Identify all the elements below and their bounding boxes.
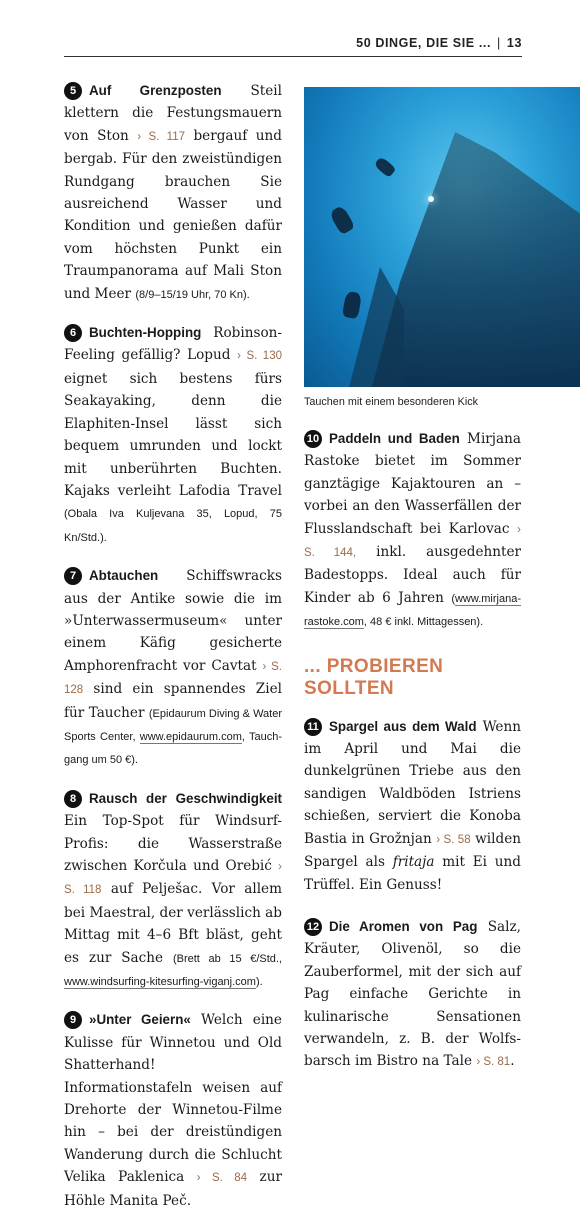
page-reference-link[interactable]: › S. 58 <box>436 833 471 846</box>
entry-title: Abtauchen <box>89 568 159 584</box>
entry-text: auf Pelješac. Vor allem bei Maestral, der verlässlich ab Mittag mit 4–6 Bft bläst, geht es zur Sache <box>64 881 282 966</box>
entry-text: Salz, Kräuter, Olivenöl, so die Zauberformel, mit der sich auf Pag einfache Gerichte in kulinarische Sensationen verwandeln, z. B. der Wolfsbarsch im Bistro na Tale <box>304 918 521 1070</box>
left-column <box>64 80 282 1228</box>
entry-text: Ein Top-Spot für Windsurf-Profis: die Wasserstraße zwischen Korčula und Orebić <box>64 813 282 874</box>
entry-title: Auf Grenzposten <box>89 83 222 98</box>
entry-info: (Brett ab 15 €/Std., <box>172 952 282 965</box>
entry-text: Wenn im April und Mai die dunkelgrünen Triebe aus den sandigen Waldböden Istriens schießen, serviert die Konoba Bastia in Grožnjan <box>304 718 521 847</box>
diving-photo <box>304 87 580 387</box>
entry-text: Welch eine Kulisse für Winnetou und Old Shatterhand! Informationstafeln weisen auf Drehorte der Winnetou-Filme hin – bei der dreistündigen Wanderung durch die Schlucht Velika Paklenica <box>64 1012 282 1186</box>
entry-title: Paddeln und Baden <box>329 431 460 446</box>
page-reference-link[interactable]: › S. 130 <box>237 350 282 363</box>
entry-info: (Epidaurum Diving & Water Sports Center, <box>64 707 283 743</box>
entry-5 <box>64 80 282 306</box>
entry-text: Robinson-Feeling gefällig? Lopud <box>64 325 282 364</box>
entry-6 <box>64 322 282 549</box>
dive-light <box>428 196 434 202</box>
emphasis-word: fritaja <box>392 854 435 871</box>
number-badge: 5 <box>64 82 82 100</box>
entry-12 <box>304 916 521 1074</box>
number-badge: 10 <box>304 430 322 448</box>
entry-8 <box>64 788 282 994</box>
entry-info: , Tauchgang um 50 €). <box>64 730 282 767</box>
page-reference-link[interactable]: › S. 118 <box>64 861 282 897</box>
diver-figure <box>342 291 362 319</box>
photo-caption: Tauchen mit einem besonderen Kick <box>304 396 479 408</box>
entry-title: Die Aromen von Pag <box>329 918 478 934</box>
website-link[interactable]: www.epidaurum.com <box>139 730 242 743</box>
page-number: 13 <box>506 36 522 50</box>
entry-title: Spargel aus dem Wald <box>329 718 477 734</box>
entry-info: ( <box>451 592 455 605</box>
entry-text: sind ein spannendes Ziel für Taucher <box>64 681 282 721</box>
page-reference-link[interactable]: › S. 84 <box>196 1172 248 1185</box>
number-badge: 6 <box>64 324 82 342</box>
page-reference-link[interactable]: › S. 117 <box>137 130 185 143</box>
wreck-shadow <box>344 267 404 387</box>
entry-text: bergauf und bergab. Für den zweistündigen Rundgang brauchen Sie ausreichend Wasser und Kondition und genießen dafür vom höchsten Punkt ein Traumpanorama auf Mali Ston und Meer <box>64 127 282 302</box>
entry-text: inkl. ausgedehnter Badestopps. Ideal auch für Kinder ab 6 Jahren <box>304 544 522 606</box>
page-reference-link[interactable]: › S. 144, <box>304 523 521 560</box>
entry-title: Rausch der Geschwindigkeit <box>89 790 282 806</box>
section-heading: ... PROBIEREN SOLLTEN <box>304 655 444 699</box>
entry-9 <box>64 1009 282 1212</box>
number-badge: 8 <box>64 790 82 808</box>
entry-info: (Obala Iva Kuljevana 35, Lopud, 75 Kn/Std.). <box>64 508 282 544</box>
entry-text: Schiffswracks aus der Antike sowie die im »Unterwassermuseum« unter einem Käfig gesicherte Amphorenfracht vor Cavtat <box>64 568 282 674</box>
entry-info: ). <box>255 976 263 989</box>
entry-title: Buchten-Hopping <box>89 325 202 341</box>
entry-info: (8/9–15/19 Uhr, 70 Kn). <box>135 288 250 301</box>
page-reference-link[interactable]: › S. 81 <box>476 1056 511 1069</box>
header-separator: | <box>497 36 501 50</box>
website-link[interactable]: www.mirjana-rastoke.com <box>304 592 521 629</box>
diver-figure <box>329 205 356 236</box>
entry-10 <box>304 428 521 634</box>
entry-11 <box>304 716 521 896</box>
entry-text: . <box>510 1053 515 1070</box>
header-title: 50 DINGE, DIE SIE ... <box>356 36 492 50</box>
entry-text: mit Ei und Trüffel. Ein Genuss! <box>304 854 521 893</box>
entry-text: Steil klettern die Festungsmauern von Ston <box>64 83 282 144</box>
number-badge: 12 <box>304 918 322 936</box>
right-column <box>304 428 521 1094</box>
entry-title: »Unter Geiern« <box>89 1012 191 1028</box>
entry-text: zur Höhle Manita Peč. <box>64 1169 282 1209</box>
number-badge: 11 <box>304 718 322 736</box>
running-header <box>356 36 522 50</box>
entry-info: , 48 € inkl. Mittagessen). <box>363 616 484 629</box>
diver-figure <box>373 156 396 178</box>
entry-text: wilden Spargel als <box>304 830 521 871</box>
entry-7 <box>64 565 282 772</box>
website-link[interactable]: www.windsurfing-kitesurfing-viganj.com <box>64 976 256 989</box>
entry-text: Mirjana Rastoke bietet im Sommer ganztägige Kajaktouren an – vorbei an den Wasserfällen der Flusslandschaft bei Karlovac <box>304 431 521 537</box>
entry-text: eignet sich bestens fürs Seakayaking, denn die Elaphiten-Insel lässt sich bequem umrunden und lockt mit unberührten Buchten. Kajaks verleiht Lafodia Travel <box>64 370 282 499</box>
number-badge: 9 <box>64 1011 82 1029</box>
page-reference-link[interactable]: › S. 128 <box>64 660 283 697</box>
number-badge: 7 <box>64 567 82 585</box>
header-rule <box>64 56 522 57</box>
